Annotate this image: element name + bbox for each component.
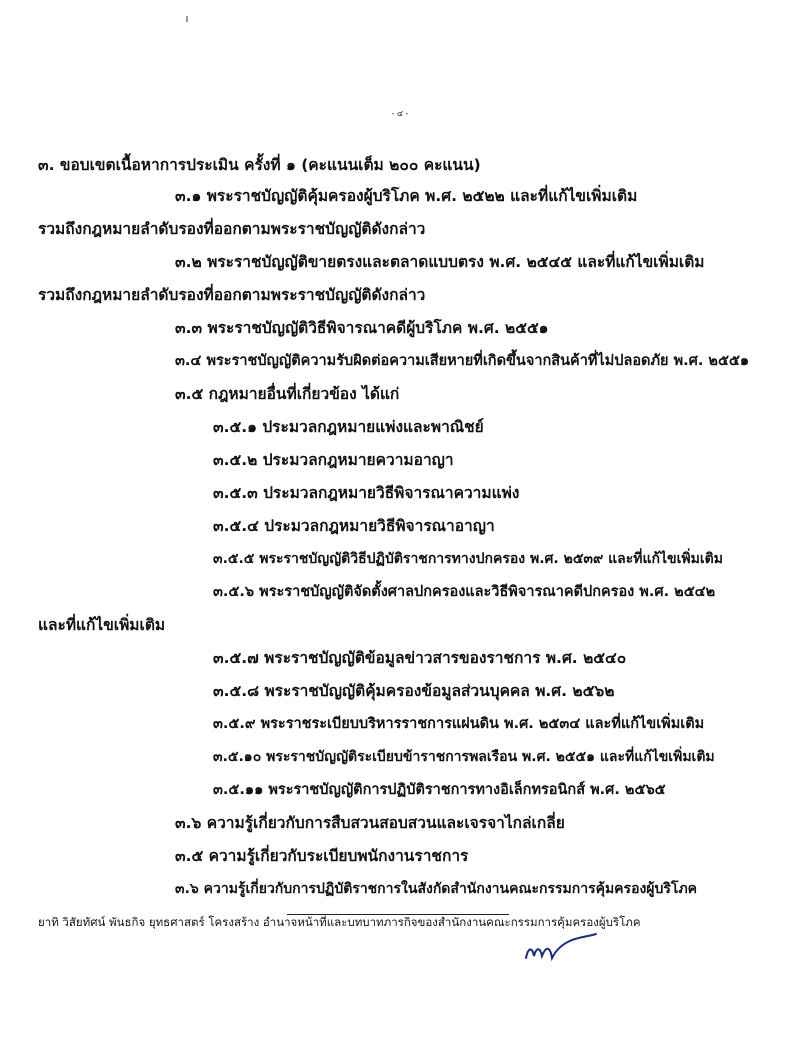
- sub-list-item: ๓.๕.๘ พระราชบัญญัติคุ้มครองข้อมูลส่วนบุคคล พ.ศ. ๒๕๖๒: [213, 682, 615, 700]
- list-item: ๓.๖ ความรู้เกี่ยวกับการสืบสวนสอบสวนและเจรจาไกล่เกลี่ย: [175, 814, 565, 832]
- sub-list-item: ๓.๕.๓ ประมวลกฎหมายวิธีพิจารณาความแพ่ง: [213, 484, 520, 502]
- list-item: ๓.๑ พระราชบัญญัติคุ้มครองผู้บริโภค พ.ศ. ๒๕๒๒ และที่แก้ไขเพิ่มเติม: [175, 187, 638, 205]
- list-item-continuation: รวมถึงกฎหมายลำดับรองที่ออกตามพระราชบัญญัติดังกล่าว: [38, 286, 426, 304]
- sub-list-item: ๓.๕.๑๐ พระราชบัญญัติระเบียบข้าราชการพลเรือน พ.ศ. ๒๕๕๑ และที่แก้ไขเพิ่มเติม: [213, 749, 715, 765]
- sub-list-item: ๓.๕.๕ พระราชบัญญัติวิธีปฏิบัติราชการทางปกครอง พ.ศ. ๒๕๓๙ และที่แก้ไขเพิ่มเติม: [213, 551, 723, 567]
- page-number: - ๔ -: [391, 109, 409, 118]
- sub-list-item: ๓.๕.๑๑ พระราชบัญญัติการปฏิบัติราชการทางอิเล็กทรอนิกส์ พ.ศ. ๒๕๖๕: [213, 782, 666, 798]
- sub-list-item-continuation: และที่แก้ไขเพิ่มเติม: [38, 616, 166, 634]
- divider-line: [287, 914, 509, 915]
- signature-mark: [520, 928, 600, 968]
- list-item: ๓.๒ พระราชบัญญัติขายตรงและตลาดแบบตรง พ.ศ. ๒๕๔๕ และที่แก้ไขเพิ่มเติม: [175, 253, 705, 271]
- list-item: ๓.๔ พระราชบัญญัติความรับผิดต่อความเสียหายที่เกิดขึ้นจากสินค้าที่ไม่ปลอดภัย พ.ศ. ๒๕๕๑: [175, 353, 750, 369]
- list-item: ๓.๕ กฎหมายอื่นที่เกี่ยวข้อง ได้แก่: [175, 385, 400, 403]
- section-heading: ๓. ขอบเขตเนื้อหาการประเมิน ครั้งที่ ๑ (คะแนนเต็ม ๒๐๐ คะแนน): [38, 156, 481, 174]
- list-item-continuation: ยาทิ วิสัยทัศน์ พันธกิจ ยุทธศาสตร์ โครงสร้าง อำนาจหน้าที่และบทบาทภารกิจของสำนักงานคณะกรรมการคุ้มครองผู้บริโภค: [38, 915, 641, 929]
- scan-mark: [186, 16, 188, 22]
- list-item: ๓.๖ ความรู้เกี่ยวกับการปฏิบัติราชการในสังกัดสำนักงานคณะกรรมการคุ้มครองผู้บริโภค: [175, 881, 698, 897]
- list-item: ๓.๓ พระราชบัญญัติวิธีพิจารณาคดีผู้บริโภค พ.ศ. ๒๕๕๑: [175, 319, 549, 337]
- list-item-continuation: รวมถึงกฎหมายลำดับรองที่ออกตามพระราชบัญญัติดังกล่าว: [38, 220, 426, 238]
- sub-list-item: ๓.๕.๔ ประมวลกฎหมายวิธีพิจารณาอาญา: [213, 517, 495, 535]
- sub-list-item: ๓.๕.๑ ประมวลกฎหมายแพ่งและพาณิชย์: [213, 418, 484, 436]
- sub-list-item: ๓.๕.๒ ประมวลกฎหมายความอาญา: [213, 451, 454, 469]
- sub-list-item: ๓.๕.๙ พระราชระเบียบบริหารราชการแผ่นดิน พ.ศ. ๒๕๓๔ และที่แก้ไขเพิ่มเติม: [213, 716, 705, 732]
- sub-list-item: ๓.๕.๗ พระราชบัญญัติข้อมูลข่าวสารของราชการ พ.ศ. ๒๕๔๐: [213, 649, 627, 667]
- sub-list-item: ๓.๕.๖ พระราชบัญญัติจัดตั้งศาลปกครองและวิธีพิจารณาคดีปกครอง พ.ศ. ๒๕๔๒: [213, 584, 716, 600]
- list-item: ๓.๕ ความรู้เกี่ยวกับระเบียบพนักงานราชการ: [175, 847, 469, 865]
